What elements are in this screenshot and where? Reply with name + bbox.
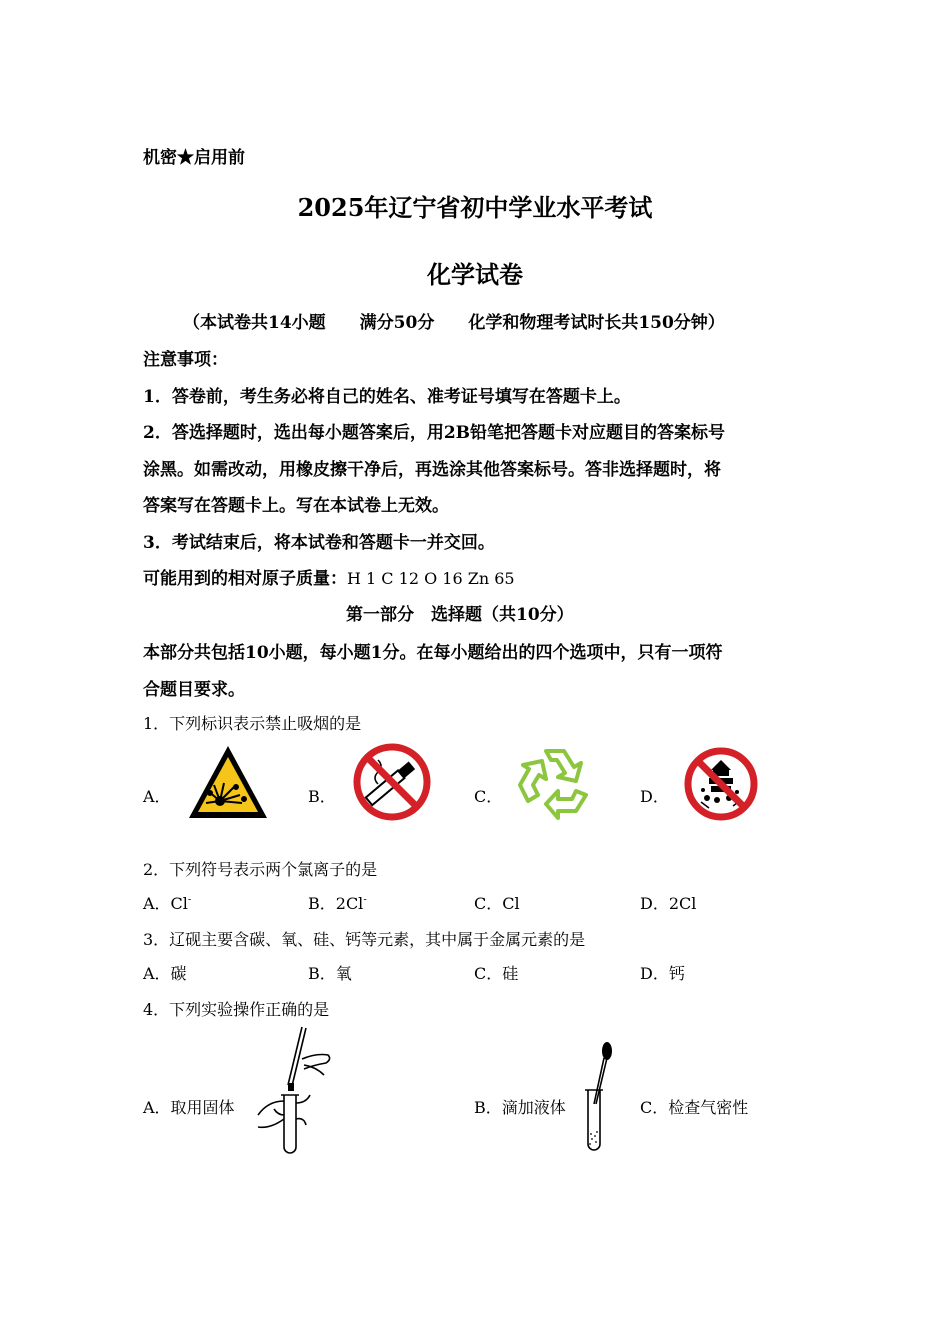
part1-instructions-line-2: 合题目要求。 [143,680,245,700]
q3-option-b: B．氧 [308,964,352,983]
q1-stem: 1．下列标识表示禁止吸烟的是 [143,714,362,733]
q2-stem: 2．下列符号表示两个氯离子的是 [143,860,378,879]
q1-option-c-label: C． [474,787,503,806]
note-item-3: 3．考试结束后，将本试卷和答题卡一并交回。 [143,533,495,553]
q3-option-d: D．钙 [640,964,685,983]
part1-instructions-line-1: 本部分共包括10小题，每小题1分。在每小题给出的四个选项中，只有一项符 [143,643,723,663]
q4-option-c-label: C．检查气密性 [640,1098,749,1117]
q3-stem: 3．辽砚主要含碳、氧、硅、钙等元素，其中属于金属元素的是 [143,930,586,949]
q2-option-b-charge: - [363,894,367,906]
part1-heading: 第一部分 选择题（共10分） [346,605,574,625]
recycle-icon [518,743,594,819]
note-item-2-line-3: 答案写在答题卡上。写在本试卷上无效。 [143,496,449,516]
q4-option-b-label: B．滴加液体 [474,1098,566,1117]
paper-subtitle: 化学试卷 [427,260,523,289]
explosive-warning-icon [186,743,270,821]
q2-option-d: D．2Cl [640,894,697,913]
q2-option-b-text: B．2Cl [308,894,364,913]
note-item-2-line-2: 涂黑。如需改动，用橡皮擦干净后，再选涂其他答案标号。答非选择题时，将 [143,460,721,480]
q1-option-b-label: B． [308,787,336,806]
exam-info: （本试卷共14小题 满分50分 化学和物理考试时长共150分钟） [183,313,725,333]
note-item-2-line-1: 2．答选择题时，选出每小题答案后，用2B铅笔把答题卡对应题目的答案标号 [143,423,726,443]
q4-option-a-label: A．取用固体 [143,1098,235,1117]
notes-heading: 注意事项： [143,350,228,370]
q2-option-a-text: A．Cl [143,894,188,913]
atomic-mass-label: 可能用到的相对原子质量： [143,569,347,589]
no-fireworks-icon [683,746,759,822]
q2-option-a [143,891,191,914]
q2-option-c: C．Cl [474,894,520,913]
q3-option-a: A．碳 [143,964,187,983]
no-smoking-icon [352,742,432,822]
dropper-test-tube-illustration [582,1042,612,1154]
test-tube-solid-illustration [252,1025,336,1157]
q2-option-a-charge: - [187,894,192,906]
exam-title: 2025年辽宁省初中学业水平考试 [297,193,653,222]
q4-stem: 4．下列实验操作正确的是 [143,1000,330,1019]
q2-option-b [308,891,367,914]
q3-option-c: C．硅 [474,964,519,983]
atomic-mass-line [143,564,515,589]
note-item-1: 1．答卷前，考生务必将自己的姓名、准考证号填写在答题卡上。 [143,387,631,407]
confidential-label: 机密★启用前 [143,148,245,168]
atomic-mass-values: H 1 C 12 O 16 Zn 65 [347,569,515,588]
q1-option-d-label: D． [640,787,669,806]
q1-option-a-label: A． [143,787,171,806]
